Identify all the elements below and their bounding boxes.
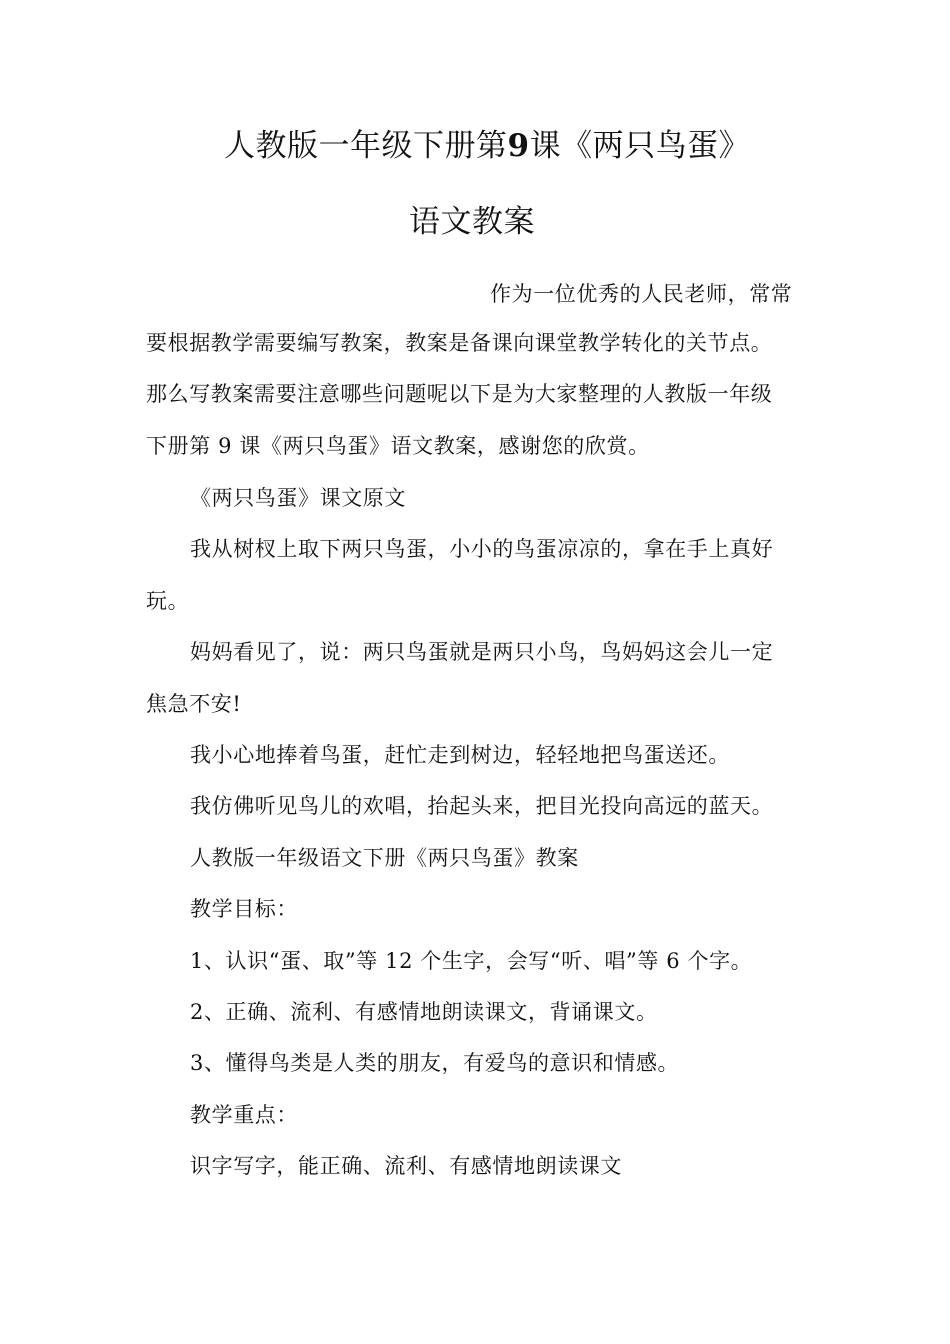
paragraph-1-line-2: 玩。 (146, 589, 190, 613)
paragraph-1-line-1: 我从树杈上取下两只鸟蛋，小小的鸟蛋凉凉的，拿在手上真好 (190, 537, 774, 561)
title-prefix: 人教版一年级下册第 (224, 128, 508, 164)
teaching-goal-2: 2、正确、流利、有感情地朗读课文，背诵课文。 (190, 1000, 658, 1024)
teaching-focus-heading: 教学重点： (190, 1103, 298, 1127)
teaching-focus-1: 识字写字，能正确、流利、有感情地朗读课文 (190, 1154, 622, 1178)
document-title-line-2: 语文教案 (409, 204, 535, 240)
original-text-heading: 《两只鸟蛋》课文原文 (190, 486, 406, 510)
paragraph-3: 我小心地捧着鸟蛋，赶忙走到树边，轻轻地把鸟蛋送还。 (190, 743, 730, 767)
intro-line-1: 作为一位优秀的人民老师，常常 (490, 282, 793, 306)
title-lesson-number: 9 (507, 128, 530, 164)
intro-line-2: 要根据教学需要编写教案，教案是备课向课堂教学转化的关节点。 (146, 331, 773, 355)
document-title-line-1 (224, 126, 750, 166)
paragraph-4: 我仿佛听见鸟儿的欢唱，抬起头来，把目光投向高远的蓝天。 (190, 794, 774, 818)
teaching-goal-1: 1、认识“蛋、取”等 12 个生字，会写“听、唱”等 6 个字。 (190, 949, 753, 973)
paragraph-2-line-2: 焦急不安! (146, 692, 242, 716)
teaching-goal-3: 3、懂得鸟类是人类的朋友，有爱鸟的意识和情感。 (190, 1051, 680, 1075)
lesson-plan-heading: 人教版一年级语文下册《两只鸟蛋》教案 (190, 846, 579, 870)
paragraph-2-line-1: 妈妈看见了，说：两只鸟蛋就是两只小鸟，鸟妈妈这会儿一定 (190, 640, 774, 664)
title-suffix: 课《两只鸟蛋》 (529, 128, 751, 164)
intro-line-4: 下册第 9 课《两只鸟蛋》语文教案，感谢您的欣赏。 (146, 434, 650, 458)
teaching-goals-heading: 教学目标： (190, 897, 298, 921)
intro-line-3: 那么写教案需要注意哪些问题呢以下是为大家整理的人教版一年级 (146, 382, 773, 406)
